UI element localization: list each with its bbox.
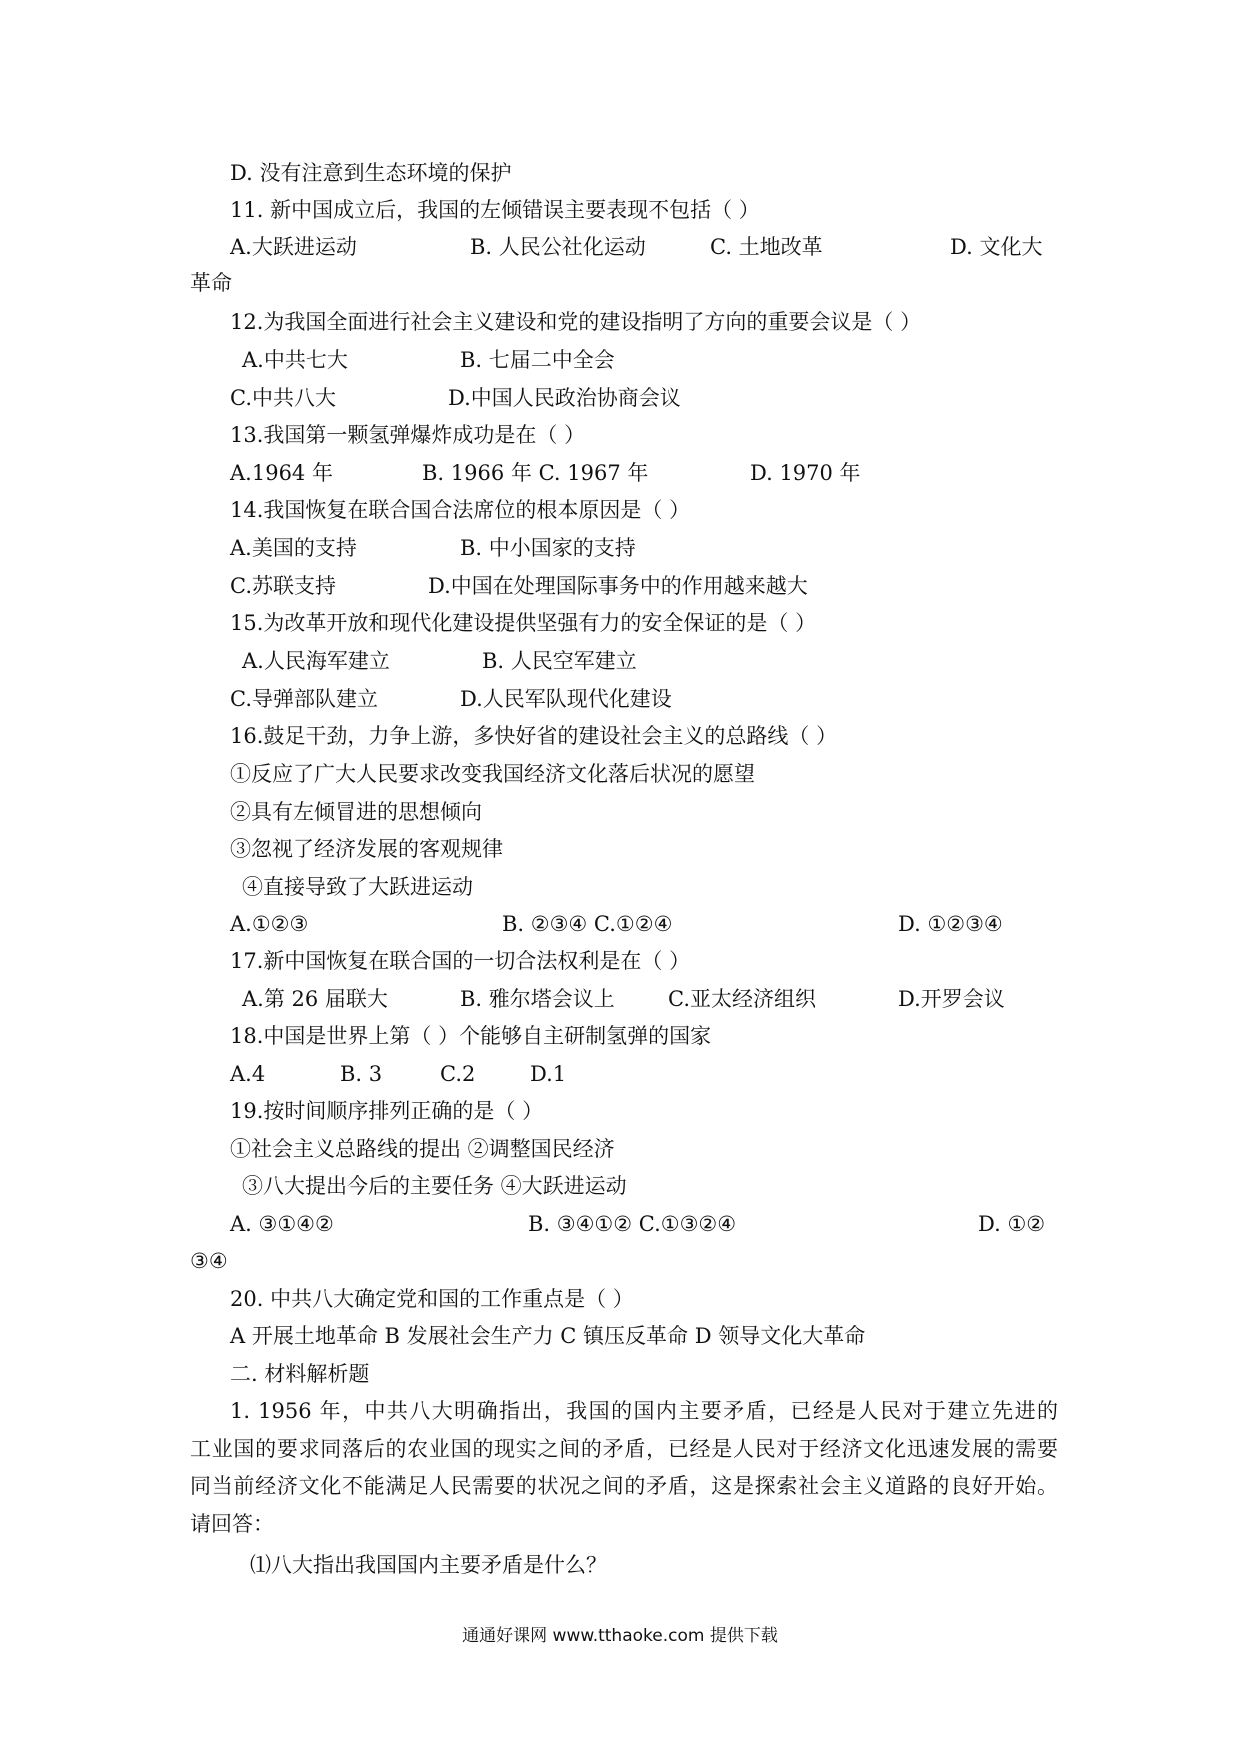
question-16: 16.鼓足干劲，力争上游，多快好省的建设社会主义的总路线（ ） bbox=[230, 724, 838, 748]
q16-statement-2: ②具有左倾冒进的思想倾向 bbox=[230, 800, 482, 824]
q11-option-c: C. 土地改革 bbox=[710, 235, 823, 259]
question-18: 18.中国是世界上第（ ）个能够自主研制氢弹的国家 bbox=[230, 1024, 712, 1048]
q14-option-c: C.苏联支持 bbox=[230, 574, 336, 598]
q11-option-a: A.大跃进运动 bbox=[230, 235, 357, 259]
material-paragraph-line-2: 工业国的要求同落后的农业国的现实之间的矛盾，已经是人民对于经济文化迅速发展的需要 bbox=[190, 1437, 1058, 1461]
q15-option-c: C.导弹部队建立 bbox=[230, 687, 378, 711]
q19-statements-2: ③八大提出今后的主要任务 ④大跃进运动 bbox=[242, 1174, 627, 1198]
q13-options-b-c: B. 1966 年 C. 1967 年 bbox=[422, 461, 649, 485]
q15-option-a: A.人民海军建立 bbox=[242, 649, 390, 673]
q17-option-b: B. 雅尔塔会议上 bbox=[460, 987, 615, 1011]
q14-option-a: A.美国的支持 bbox=[230, 536, 357, 560]
question-15: 15.为改革开放和现代化建设提供坚强有力的安全保证的是（ ） bbox=[230, 611, 817, 635]
material-subquestion-1: ⑴八大指出我国国内主要矛盾是什么？ bbox=[250, 1553, 607, 1577]
question-11: 11. 新中国成立后，我国的左倾错误主要表现不包括（ ） bbox=[230, 198, 760, 222]
q19-options-b-c: B. ③④①② C.①③②④ bbox=[528, 1212, 737, 1236]
q19-option-d: D. ①② bbox=[978, 1212, 1046, 1236]
q13-option-a: A.1964 年 bbox=[230, 461, 333, 485]
q12-option-c: C.中共八大 bbox=[230, 386, 336, 410]
q13-option-d: D. 1970 年 bbox=[750, 461, 861, 485]
q11-option-b: B. 人民公社化运动 bbox=[470, 235, 646, 259]
q12-option-b: B. 七届二中全会 bbox=[460, 348, 615, 372]
q16-option-a: A.①②③ bbox=[230, 912, 309, 936]
q15-option-d: D.人民军队现代化建设 bbox=[460, 687, 672, 711]
q19-option-a: A. ③①④② bbox=[230, 1212, 334, 1236]
q17-option-a: A.第 26 届联大 bbox=[242, 987, 388, 1011]
question-19: 19.按时间顺序排列正确的是（ ） bbox=[230, 1099, 544, 1123]
question-13: 13.我国第一颗氢弹爆炸成功是在（ ） bbox=[230, 423, 586, 447]
q10-option-d: D. 没有注意到生态环境的保护 bbox=[230, 161, 512, 185]
q11-option-d: D. 文化大 bbox=[950, 235, 1043, 259]
q12-option-a: A.中共七大 bbox=[242, 348, 348, 372]
q20-options: A 开展土地革命 B 发展社会生产力 C 镇压反革命 D 领导文化大革命 bbox=[230, 1324, 866, 1348]
q16-statement-3: ③忽视了经济发展的客观规律 bbox=[230, 837, 503, 861]
q17-option-c: C.亚太经济组织 bbox=[668, 987, 816, 1011]
q16-option-d: D. ①②③④ bbox=[898, 912, 1003, 936]
q12-option-d: D.中国人民政治协商会议 bbox=[448, 386, 681, 410]
material-paragraph-line-1: 1. 1956 年，中共八大明确指出，我国的国内主要矛盾，已经是人民对于建立先进的 bbox=[230, 1399, 1058, 1423]
q19-statements-1: ①社会主义总路线的提出 ②调整国民经济 bbox=[230, 1137, 615, 1161]
question-14: 14.我国恢复在联合国合法席位的根本原因是（ ） bbox=[230, 498, 691, 522]
q18-option-c: C.2 bbox=[440, 1062, 476, 1086]
q18-option-b: B. 3 bbox=[340, 1062, 383, 1086]
q16-statement-4: ④直接导致了大跃进运动 bbox=[242, 875, 473, 899]
q16-statement-1: ①反应了广大人民要求改变我国经济文化落后状况的愿望 bbox=[230, 762, 755, 786]
footer-text: 通通好课网 www.tthaoke.com 提供下载 bbox=[462, 1626, 778, 1646]
question-20: 20. 中共八大确定党和国的工作重点是（ ） bbox=[230, 1287, 634, 1311]
q15-option-b: B. 人民空军建立 bbox=[482, 649, 637, 673]
material-paragraph-line-4: 请回答： bbox=[190, 1512, 274, 1536]
q11-option-d-wrap: 革命 bbox=[190, 271, 232, 295]
q16-options-b-c: B. ②③④ C.①②④ bbox=[502, 912, 673, 936]
q14-option-b: B. 中小国家的支持 bbox=[460, 536, 636, 560]
q18-option-a: A.4 bbox=[230, 1062, 266, 1086]
question-17: 17.新中国恢复在联合国的一切合法权利是在（ ） bbox=[230, 949, 691, 973]
section-heading: 二. 材料解析题 bbox=[230, 1362, 370, 1386]
question-12: 12.为我国全面进行社会主义建设和党的建设指明了方向的重要会议是（ ） bbox=[230, 310, 922, 334]
q19-option-d-wrap: ③④ bbox=[190, 1249, 228, 1273]
q18-option-d: D.1 bbox=[530, 1062, 567, 1086]
q17-option-d: D.开罗会议 bbox=[898, 987, 1005, 1011]
q14-option-d: D.中国在处理国际事务中的作用越来越大 bbox=[428, 574, 808, 598]
material-paragraph-line-3: 同当前经济文化不能满足人民需要的状况之间的矛盾，这是探索社会主义道路的良好开始。 bbox=[190, 1474, 1058, 1498]
